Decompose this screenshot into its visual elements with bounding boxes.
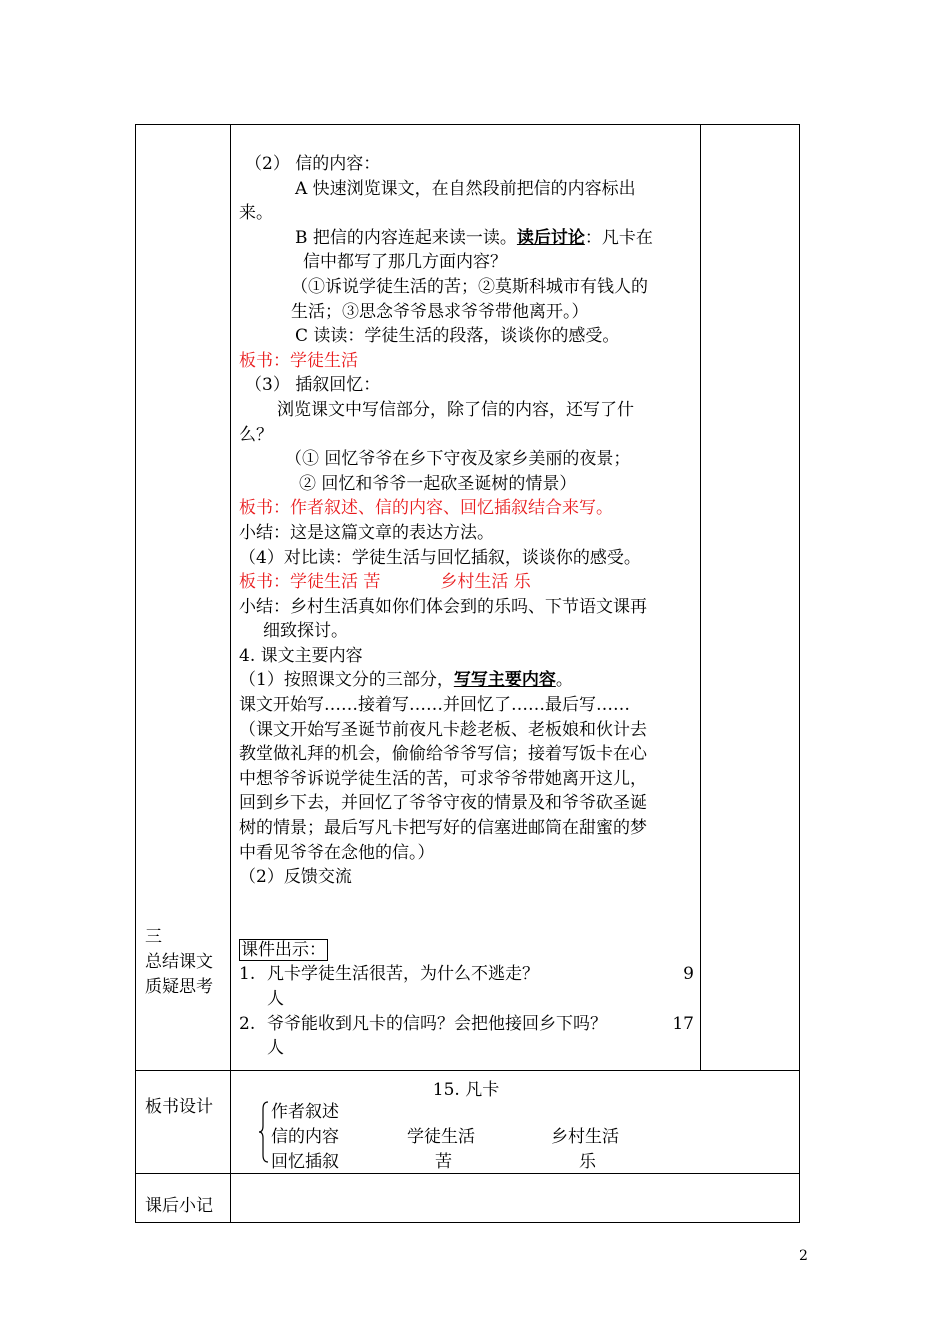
board-note: 板书：作者叙述、信的内容、回忆插叙结合来写。 — [239, 498, 613, 519]
lesson-plan-table — [135, 124, 800, 1223]
question-item — [239, 1012, 694, 1061]
board-design-cell — [231, 1071, 800, 1174]
task-emphasis: 写写主要内容 — [453, 670, 556, 691]
board-item: 作者叙述 — [271, 1102, 339, 1122]
lesson-content — [231, 125, 700, 1070]
text-segment: ：凡卡在 — [584, 227, 653, 248]
board-item: 回忆插叙 — [271, 1152, 339, 1172]
question-unit: 人 — [267, 1038, 284, 1059]
text-line: （① 回忆爷爷在乡下守夜及家乡美丽的夜景； — [285, 449, 631, 470]
section-heading: 4. 课文主要内容 — [239, 645, 363, 666]
teaching-process-row — [136, 125, 800, 1071]
notes-cell — [701, 125, 800, 1071]
board-note-part: 乡村生活 乐 — [440, 572, 531, 593]
text-line: （4）对比读：学徒生活与回忆插叙，谈谈你的感受。 — [239, 547, 641, 568]
board-design-label: 板书设计 — [145, 1097, 213, 1117]
text-line: A 快速浏览课文，在自然段前把信的内容标出 — [295, 178, 636, 199]
text-line: 中看见爷爷在念他的信。） — [239, 842, 435, 863]
after-class-label-cell — [136, 1174, 231, 1223]
board-design-row — [136, 1071, 800, 1174]
question-number: 1. — [239, 964, 256, 985]
text-line: （2）反馈交流 — [239, 867, 352, 888]
text-line: C 读读：学徒生活的段落，谈谈你的感受。 — [295, 326, 620, 347]
stage-three-label — [145, 925, 213, 1000]
text-segment: 。 — [555, 670, 573, 691]
text-line: 生活；③思念爷爷恳求爷爷带他离开。） — [291, 301, 589, 322]
content-cell — [231, 125, 701, 1071]
text-line: 回到乡下去，并回忆了爷爷守夜的情景及和爷爷砍圣诞 — [239, 793, 647, 814]
board-note — [239, 570, 694, 595]
board-item: 乡村生活 — [551, 1127, 619, 1147]
text-line: 浏览课文中写信部分，除了信的内容，还写了什 — [277, 399, 634, 420]
text-line: 教堂做礼拜的机会，偷偷给爷爷写信；接着写饭卡在心 — [239, 744, 647, 765]
board-design — [231, 1071, 799, 1173]
question-unit: 人 — [267, 989, 284, 1009]
after-class-row — [136, 1174, 800, 1223]
summary-line: 小结：这是这篇文章的表达方法。 — [239, 522, 494, 543]
question-item — [239, 962, 694, 1011]
text-line: （课文开始写圣诞节前夜凡卡趁老板、老板娘和伙计去 — [239, 719, 647, 740]
text-line: （3） 插叙回忆： — [245, 375, 381, 396]
board-item: 乐 — [579, 1152, 596, 1172]
text-line: （2） 信的内容： — [245, 154, 381, 174]
question-count: 17 — [672, 1013, 694, 1034]
text-line: （①诉说学徒生活的苦；②莫斯科城市有钱人的 — [291, 276, 648, 297]
board-design-label-cell — [136, 1071, 231, 1174]
text-segment: B 把信的内容连起来读一读。 — [295, 227, 517, 248]
stage-number: 三 — [145, 927, 162, 947]
brace-icon — [259, 1101, 269, 1163]
board-title: 15. 凡卡 — [432, 1080, 500, 1100]
stage-title-line2: 质疑思考 — [145, 977, 213, 997]
discussion-emphasis: 读后讨论 — [516, 227, 585, 248]
board-note-part: 板书：学徒生活 苦 — [239, 572, 381, 593]
board-item: 学徒生活 — [407, 1127, 475, 1147]
text-line: 课文开始写……接着写……并回忆了……最后写…… — [239, 695, 630, 716]
stage-title-line1: 总结课文 — [145, 952, 213, 972]
text-line: 树的情景；最后写凡卡把写好的信塞进邮筒在甜蜜的梦 — [239, 818, 647, 839]
question-text: 凡卡学徒生活很苦，为什么不逃走？ — [267, 964, 539, 985]
text-line: 中想爷爷诉说学徒生活的苦，可求爷爷带她离开这儿， — [239, 768, 647, 789]
text-line: ② 回忆和爷爷一起砍圣诞树的情景） — [299, 473, 577, 494]
text-line: 细致探讨。 — [263, 621, 348, 642]
text-segment: （1）按照课文分的三部分， — [239, 670, 454, 691]
courseware-heading — [239, 938, 694, 963]
question-number: 2. — [239, 1013, 256, 1034]
text-line: 么？ — [239, 424, 273, 445]
question-text: 爷爷能收到凡卡的信吗？会把他接回乡下吗？ — [267, 1013, 607, 1034]
courseware-label: 课件出示： — [241, 939, 326, 960]
text-line — [239, 668, 694, 693]
text-line: 来。 — [239, 203, 273, 224]
board-item: 苦 — [435, 1152, 452, 1172]
text-line — [239, 226, 694, 251]
text-line: 信中都写了那几方面内容？ — [303, 252, 507, 273]
question-count: 9 — [683, 964, 694, 985]
board-note: 板书：学徒生活 — [239, 350, 358, 371]
after-class-label: 课后小记 — [145, 1196, 213, 1216]
after-class-notes-cell — [231, 1174, 800, 1223]
board-item: 信的内容 — [271, 1127, 339, 1147]
summary-line: 小结：乡村生活真如你们体会到的乐吗、下节语文课再 — [239, 596, 647, 617]
page-number: 2 — [799, 1248, 808, 1264]
stage-cell — [136, 125, 231, 1071]
